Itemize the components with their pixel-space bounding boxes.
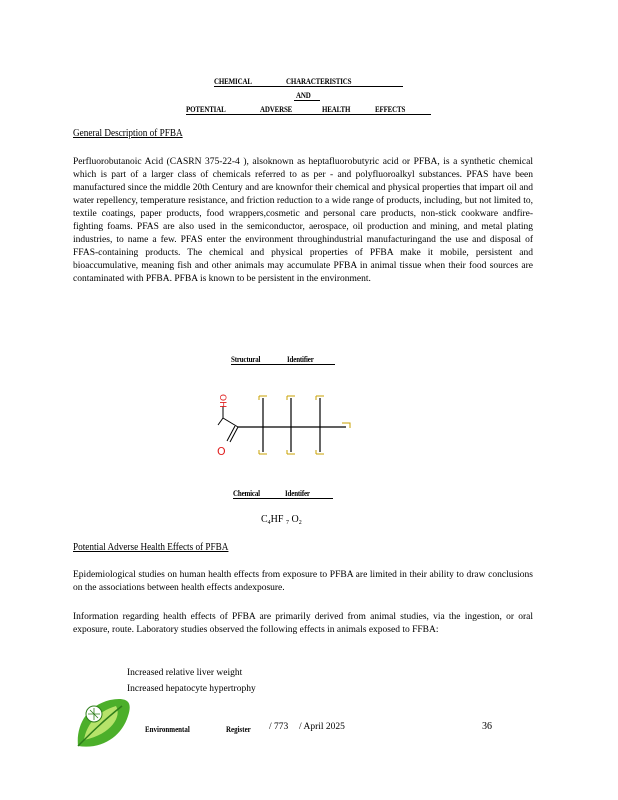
footer-page-number: 36 <box>482 721 492 732</box>
information-paragraph: Information regarding health effects of PFBA are primarily derived from animal studies, via the ingestion, or oral exposure, route. Laboratory studies observed the following effects in animals exposed to FFBA: <box>73 612 533 635</box>
chemical-underline <box>233 498 333 499</box>
title-line2 <box>296 90 311 100</box>
atom-o: O <box>217 445 226 458</box>
footer-issue: / 773 <box>269 722 289 732</box>
bond-c-o-single <box>218 418 223 425</box>
section-heading-health-effects: Potential Adverse Health Effects of PFBA <box>73 542 229 553</box>
title-word-chemical: CHEMICAL <box>214 76 252 86</box>
footer-date: / April 2025 <box>299 722 345 732</box>
title-word-and: AND <box>296 90 311 100</box>
title-line1 <box>214 76 252 86</box>
identifier-label: Identifier <box>287 354 314 364</box>
title-underline-2 <box>294 100 320 101</box>
epidemiological-paragraph: Epidemiological studies on human health effects from exposure to PFBA are limited in their ability to draw conclusions on the associations between health effects andexposure. <box>73 570 533 593</box>
chemical-formula: $C_4HF$ $_7$ $O_2$ <box>261 514 302 526</box>
structural-underline <box>231 364 335 365</box>
title-underline-3 <box>186 114 431 115</box>
chemical-label: Chemical <box>233 488 260 498</box>
structural-label: Structural <box>231 354 261 364</box>
identifer-label: Identifer <box>285 488 310 498</box>
title-underline-1 <box>214 86 403 87</box>
pfba-structure-diagram <box>200 384 370 464</box>
list-item: Increased hepatocyte hypertrophy <box>127 684 256 694</box>
list-item: Increased relative liver weight <box>127 668 243 678</box>
section-heading-general: General Description of PFBA <box>73 128 183 139</box>
footer-register: Register <box>226 724 251 734</box>
title-word-effects: EFFECTS <box>375 104 406 114</box>
leaf-logo-icon <box>72 696 134 752</box>
bond-c-o <box>230 427 238 442</box>
title-word-health: HEALTH <box>322 104 351 114</box>
bond-c-o-double <box>227 426 235 441</box>
atom-oh: OH <box>217 394 227 408</box>
title-word-adverse: ADVERSE <box>260 104 293 114</box>
general-description-paragraph: Perfluorobutanoic Acid (CASRN 375-22-4 ), alsoknown as heptafluorobutyric acid or PFBA, is a synthetic chemical which is part of a larger class of chemicals referred to as per - and polyfluoroalkyl substances. PFAS have been manufactured since the middle 20th Century and are knownfor their chemical and physical properties that impart oil and water repellency, temperature resistance, and friction reduction to a wide range of products, including, but not limited to, textile coatings, paper products, food wrappers,cosmetic and personal care products, non-stick cookware andfire-fighting foams. PFAS are also used in the semiconductor, aerospace, oil production and mining, and metal plating industries, to name a few. PFAS enter the environment throughindustrial manufacturingand the use and disposal of FFAS-containing products. The chemical and physical properties of PFBA make it mobile, persistent and bioaccumulative, meaning fish and other animals may accumulate PFBA in animal tissue when their food sources are contaminated with PFBA. PFBA is known to be persistent in the environment. <box>73 157 533 284</box>
footer-journal-name: Environmental <box>145 724 190 734</box>
bond-c1-c2 <box>223 418 238 427</box>
title-word-potential: POTENTIAL <box>186 104 226 114</box>
title-word-characteristics: CHARACTERISTICS <box>286 76 352 86</box>
title-line1b <box>286 76 351 86</box>
